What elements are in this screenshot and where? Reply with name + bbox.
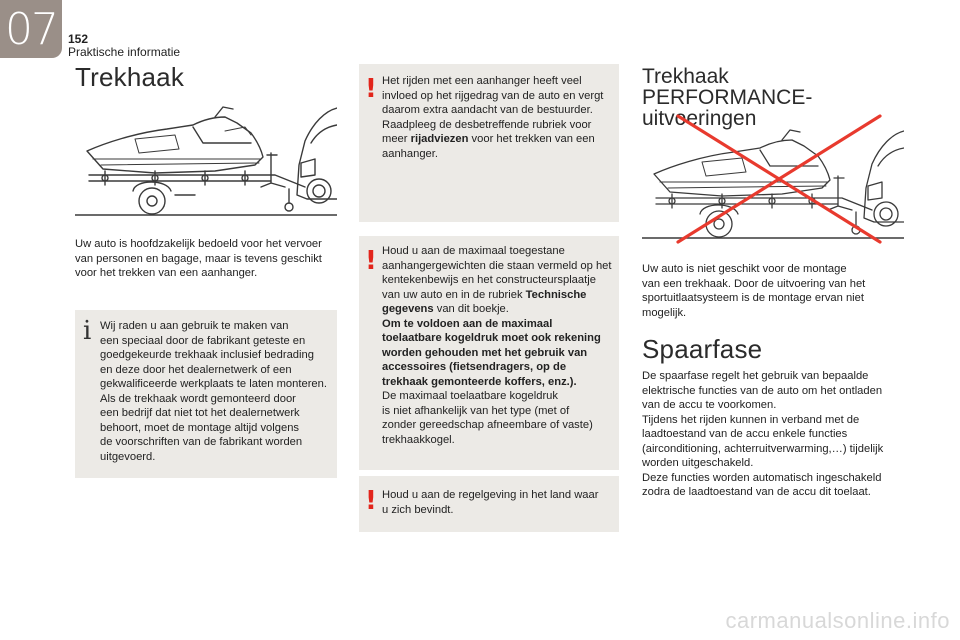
- warning-icon: !: [365, 74, 377, 104]
- towbar-title: Trekhaak: [75, 62, 185, 92]
- page-number: 152: [68, 32, 89, 46]
- performance-title-line2: uitvoeringen: [642, 107, 757, 130]
- warning-text-weights: Houd u aan de maximaal toegestane aanhangergewichten die staan vermeld op het kentekenbewijs en het constructeursplaatje van uw auto en in de rubriek Technische gegevens van dit boekje. Om te voldoen aan de maximaal toelaatbare kogeldruk moet ook rekening worden gehouden met het gebruik van accessoires (fietsendragers, op de trekhaak gemonteerde koffers, enz.). De maximaal toelaatbare kogeldruk is niet afhankelijk van het type (met of zonder gereedschap afneembare of vaste) trekhaakkogel.: [382, 245, 612, 446]
- performance-title-line1: Trekhaak PERFORMANCE-: [642, 65, 813, 109]
- info-box: [75, 310, 337, 478]
- warning-box-driving: [359, 64, 619, 222]
- watermark: carmanualsonline.info: [725, 608, 950, 633]
- warning-icon: !: [365, 486, 377, 516]
- warning-box-weights: [359, 236, 619, 470]
- saving-mode-title: Spaarfase: [642, 334, 763, 364]
- warning-text-driving: Het rijden met een aanhanger heeft veel invloed op het rijgedrag van de auto en vergt daarom extra aandacht van de bestuurder. Raadpleeg de desbetreffende rubriek voor meer rijadviezen voor het trekken van een aanhanger.: [382, 75, 604, 160]
- towbar-intro: Uw auto is hoofdzakelijk bedoeld voor het vervoer van personen en bagage, maar is tevens geschikt voor het trekken van een aanhanger.: [75, 238, 322, 279]
- technical-data-ref: Technische: [525, 288, 587, 301]
- section-title: Praktische informatie: [68, 45, 181, 59]
- info-icon: i: [83, 316, 92, 346]
- saving-mode-text: De spaarfase regelt het gebruik van bepaalde elektrische functies van de auto om het ontladen van de accu te voorkomen. Tijdens het rijden kunnen in verband met de laadtoestand van de accu enkele functies (airconditioning, achterruitverwarming,…) tijdelijk worden uitgeschakeld. Deze functies worden automatisch ingeschakeld zodra de laadtoestand van de accu dit toelaat.: [642, 370, 884, 498]
- chapter-number: 07: [5, 3, 57, 55]
- performance-text: Uw auto is niet geschikt voor de montage van een trekhaak. Door de uitvoering van het sportuitlaatsysteem is de montage ervan niet mogelijk.: [642, 263, 866, 319]
- driving-tips-ref: rijadviezen: [410, 133, 469, 145]
- towbar-illustration: [75, 103, 337, 221]
- left-column: [75, 60, 337, 93]
- warning-box-regulations: [359, 476, 619, 532]
- warning-icon: !: [365, 246, 377, 276]
- warning-text-regulations: Houd u aan de regelgeving in het land waar u zich bevindt.: [382, 489, 599, 516]
- no-towbar-illustration: [642, 112, 904, 246]
- chapter-tab: [0, 0, 62, 58]
- info-text: Wij raden u aan gebruik te maken van een speciaal door de fabrikant geteste en goedgekeurde trekhaak inclusief bedrading en deze door het dealernetwerk of een gekwalificeerde werkplaats te laten monteren. Als de trekhaak wordt gemonteerd door een bedrijf dat niet tot het dealernetwerk behoort, moet de montage altijd volgens de voorschriften van de fabrikant worden uitgevoerd.: [100, 320, 327, 463]
